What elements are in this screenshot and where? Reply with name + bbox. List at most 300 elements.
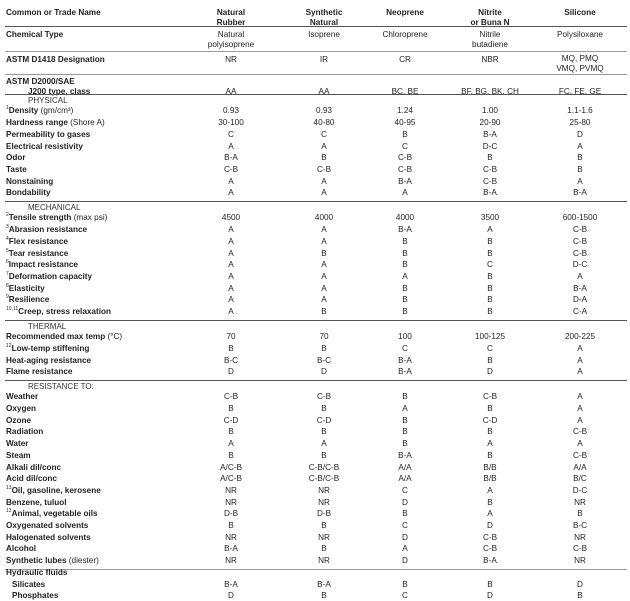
value-cell: C-B/C-B [308, 462, 340, 472]
value-cell: D [228, 367, 234, 377]
row-label: Silicates [12, 579, 46, 589]
row-label [6, 272, 92, 282]
value-cell: NR [318, 485, 330, 495]
value-cell: A/C-B [220, 462, 242, 472]
value-cell: C [402, 343, 408, 353]
row-label-note: (Shore A) [67, 118, 105, 128]
value-cell: C-B/C-B [308, 474, 340, 484]
divider [5, 26, 627, 27]
row-label [6, 225, 87, 235]
row-label-text: Weather [6, 392, 39, 402]
value-cell: D-C [482, 141, 498, 151]
value-cell: C-B [572, 450, 588, 460]
value-cell: D [228, 591, 234, 601]
value-cell: 30-100 [218, 118, 244, 128]
value-cell: D-B [223, 509, 239, 519]
value-cell: C [402, 591, 408, 601]
value-cell: C [321, 129, 327, 139]
value-cell: D [487, 367, 493, 377]
row-label [6, 533, 91, 543]
row-label [6, 332, 122, 342]
value-cell: B [402, 236, 408, 246]
hydraulic-label: Hydraulic fluids [6, 567, 68, 577]
value-cell: C [402, 521, 408, 530]
value-cell: B [487, 236, 493, 246]
value-cell: Natural polyisoprene [207, 30, 255, 49]
value-cell: B-A [224, 579, 238, 589]
row-label-text: Water [6, 439, 29, 449]
footnote-marker: 4 [6, 235, 9, 242]
value-cell: 25-80 [569, 118, 591, 128]
value-cell: C-B [397, 153, 413, 163]
value-cell: B [321, 307, 327, 316]
value-cell: 1.00 [482, 106, 498, 116]
value-cell: B-A [573, 188, 587, 198]
footnote-marker: 8 [6, 282, 9, 289]
row-label [6, 509, 98, 519]
footnote-marker: 6 [6, 259, 9, 266]
value-cell: NR [225, 497, 237, 507]
value-cell: 100 [398, 332, 412, 342]
value-cell: NR [225, 55, 237, 64]
row-label [6, 260, 78, 270]
value-cell: A [487, 485, 493, 495]
divider [5, 94, 627, 95]
row-label-text: Tear resistance [8, 248, 69, 258]
value-cell: A [577, 176, 583, 186]
value-cell: B-A [224, 544, 238, 554]
value-cell: B/B [483, 462, 497, 472]
value-cell: C-B [482, 532, 498, 542]
value-cell: B [321, 591, 327, 601]
value-cell: 70 [226, 332, 236, 342]
row-label-text: Ozone [6, 415, 32, 425]
value-cell: FC, FE, GE [558, 87, 602, 96]
value-cell: NR [225, 485, 237, 495]
value-cell: D [321, 367, 327, 377]
column-header: Nitrite or Buna N [470, 8, 510, 27]
value-cell: B [487, 153, 493, 163]
value-cell: B-A [573, 283, 587, 293]
value-cell: C [487, 260, 493, 270]
value-cell: B [487, 307, 493, 316]
row-label [6, 392, 38, 402]
value-cell: B/B [483, 474, 497, 484]
value-cell: C-D [316, 415, 332, 425]
value-cell: A [321, 225, 327, 235]
value-cell: NBR [481, 55, 499, 64]
value-cell: D [487, 591, 493, 601]
value-cell: B [487, 579, 493, 589]
value-cell: AA [318, 87, 330, 96]
value-cell: B [321, 427, 327, 437]
value-cell: D-A [572, 295, 588, 305]
value-cell: B [402, 307, 408, 316]
section-title: THERMAL [28, 321, 67, 331]
row-label [6, 463, 61, 473]
value-cell: C [228, 129, 234, 139]
section-title: RESISTANCE TO: [28, 381, 94, 391]
value-cell: 1.24 [397, 106, 413, 116]
value-cell: B [402, 509, 408, 519]
value-cell: NR [574, 497, 586, 507]
divider [5, 51, 627, 52]
value-cell: A [228, 188, 234, 198]
value-cell: C-B [316, 392, 332, 402]
value-cell: NR [225, 532, 237, 542]
value-cell: D-B [316, 509, 332, 519]
value-cell: B-A [483, 188, 497, 198]
value-cell: D [577, 129, 583, 139]
value-cell: NR [574, 556, 586, 566]
divider [5, 380, 627, 381]
value-cell: B-A [317, 579, 331, 589]
row-label [6, 284, 45, 294]
row-label-text: Alcohol [6, 544, 37, 554]
value-cell: C-D [482, 415, 498, 425]
value-cell: A [577, 367, 583, 377]
value-cell: A [577, 343, 583, 353]
value-cell: 40-95 [394, 118, 416, 128]
value-cell: A [402, 188, 408, 198]
value-cell: AA [225, 87, 237, 96]
value-cell: B [487, 248, 493, 258]
value-cell: Chloroprene [382, 30, 428, 39]
value-cell: A [577, 355, 583, 365]
value-cell: A [577, 271, 583, 281]
value-cell: A [402, 544, 408, 554]
value-cell: 0.93 [316, 106, 332, 116]
row-label-text: Halogenated solvents [6, 532, 91, 542]
value-cell: MQ, PMQ VMQ, PVMQ [556, 54, 604, 73]
value-cell: B [402, 415, 408, 425]
value-cell: A [321, 295, 327, 305]
value-cell: D-C [572, 485, 588, 495]
value-cell: A [577, 439, 583, 449]
value-cell: B [577, 164, 583, 174]
row-label-text: Flame resistance [6, 367, 73, 377]
value-cell: B [487, 295, 493, 305]
row-label-text: Steam [6, 450, 31, 460]
row-label [6, 106, 73, 116]
row-label [6, 188, 51, 198]
divider [5, 201, 627, 202]
column-header: Silicone [564, 8, 596, 17]
value-cell: NR [318, 556, 330, 566]
value-cell: D-C [572, 260, 588, 270]
value-cell: B [321, 343, 327, 353]
value-cell: C-D [223, 415, 239, 425]
row-label [6, 427, 43, 437]
row-label [6, 404, 36, 414]
row-label [6, 213, 107, 223]
row-label [6, 439, 28, 449]
row-label-text: Electrical resistivity [6, 141, 83, 151]
value-cell: A [577, 141, 583, 151]
footnote-marker: 5 [6, 247, 9, 254]
value-cell: C-B [316, 164, 332, 174]
value-cell: Nitrile butadiene [472, 30, 508, 49]
astm-d2000-label-line2: J200 type, class [28, 87, 91, 96]
row-label-text: Impact resistance [8, 260, 78, 270]
value-cell: B [487, 427, 493, 437]
astm-d1418-label: ASTM D1418 Designation [6, 55, 105, 64]
footnote-marker: 2 [6, 212, 9, 219]
value-cell: A [402, 404, 408, 413]
value-cell: B-C [223, 355, 239, 365]
value-cell: A [228, 295, 234, 305]
value-cell: B [228, 450, 234, 460]
value-cell: C-B [482, 392, 498, 402]
value-cell: B [487, 497, 493, 507]
value-cell: A [228, 271, 234, 281]
value-cell: A [321, 271, 327, 281]
footnote-marker: 7 [6, 270, 9, 277]
value-cell: B [402, 248, 408, 258]
value-cell: C [487, 343, 493, 353]
value-cell: D [402, 532, 408, 542]
value-cell: C-B [572, 427, 588, 437]
row-label [6, 521, 88, 531]
value-cell: A [487, 439, 493, 449]
value-cell: 600-1500 [562, 213, 598, 223]
value-cell: B [487, 355, 493, 365]
value-cell: A [321, 439, 327, 449]
row-label [6, 474, 57, 484]
value-cell: Isoprene [308, 30, 340, 39]
value-cell: C-B [572, 225, 588, 235]
value-cell: A [228, 176, 234, 186]
value-cell: A [321, 236, 327, 246]
value-cell: B-C [316, 355, 332, 365]
value-cell: 1.1-1.6 [567, 106, 593, 116]
row-label-text: Odor [6, 153, 26, 163]
value-cell: A/A [398, 474, 412, 484]
value-cell: B [228, 404, 234, 413]
row-label-text: Resilience [8, 295, 50, 305]
value-cell: B [487, 450, 493, 460]
row-label-text: Density [8, 106, 39, 116]
row-label [6, 544, 36, 554]
row-label [6, 486, 101, 496]
value-cell: A/A [398, 462, 412, 472]
row-label-text: Nonstaining [6, 176, 54, 186]
value-cell: D [577, 579, 583, 589]
value-cell: NR [318, 497, 330, 507]
row-label [6, 556, 99, 566]
row-label-text: Alkali dil/conc [6, 462, 62, 472]
value-cell: BF, BG, BK, CH [461, 87, 519, 96]
value-cell: B [321, 404, 327, 413]
row-label-text: Hardness range [6, 118, 68, 128]
row-label-text: Flex resistance [8, 236, 68, 246]
value-cell: A [228, 141, 234, 151]
value-cell: B [402, 579, 408, 589]
value-cell: A [402, 271, 408, 281]
value-cell: D [402, 556, 408, 566]
value-cell: A/A [573, 462, 587, 472]
row-label: Phosphates [12, 591, 59, 601]
row-label-text: Elasticity [8, 283, 45, 293]
value-cell: A [487, 509, 493, 519]
value-cell: C-B [397, 164, 413, 174]
row-label-text: Tensile strength [8, 213, 72, 223]
value-cell: A [321, 141, 327, 151]
value-cell: C-B [482, 544, 498, 554]
value-cell: 4000 [314, 213, 334, 223]
row-label-text: Bondability [6, 188, 51, 198]
row-label-text: Taste [6, 164, 27, 174]
section-title: MECHANICAL [28, 203, 81, 212]
value-cell: B [487, 283, 493, 293]
value-cell: C-B [482, 176, 498, 186]
value-cell: A [228, 439, 234, 449]
value-cell: A [321, 283, 327, 293]
value-cell: B-A [398, 225, 412, 235]
row-label [6, 177, 53, 187]
value-cell: B/C [573, 474, 587, 484]
value-cell: 40-80 [313, 118, 335, 128]
value-cell: B [321, 153, 327, 163]
value-cell: C-B [223, 392, 239, 402]
divider [5, 320, 627, 321]
row-label-text: Acid dil/conc [6, 474, 57, 484]
row-label-text: Recommended max temp [6, 332, 106, 342]
row-label-text: Animal, vegetable oils [11, 509, 98, 519]
column-header: Neoprene [386, 8, 424, 17]
row-label-note: (°C) [105, 332, 123, 342]
value-cell: C-B [223, 164, 239, 174]
value-cell: C-B [572, 544, 588, 554]
row-label-text: Oil, gasoline, kerosene [11, 485, 101, 495]
value-cell: A [321, 188, 327, 198]
value-cell: 4500 [221, 213, 241, 223]
value-cell: B [321, 544, 327, 554]
row-label-text: Abrasion resistance [8, 225, 88, 235]
row-label-text: Benzene, tuluol [6, 497, 67, 507]
value-cell: C [402, 485, 408, 495]
row-label-text: Heat-aging resistance [6, 355, 92, 365]
divider [5, 74, 627, 75]
value-cell: 0.93 [223, 106, 239, 116]
value-cell: D [487, 521, 493, 530]
value-cell: A [228, 225, 234, 235]
value-cell: A [577, 415, 583, 425]
divider [5, 569, 627, 570]
value-cell: B [228, 521, 234, 530]
value-cell: C-B [572, 248, 588, 258]
column-header: Natural Rubber [216, 8, 246, 27]
row-label-text: Radiation [6, 427, 44, 437]
value-cell: B [228, 427, 234, 437]
value-cell: C-B [572, 236, 588, 246]
footnote-marker: 1 [6, 105, 9, 112]
value-cell: B-A [398, 355, 412, 365]
value-cell: B [321, 248, 327, 258]
value-cell: B [487, 271, 493, 281]
value-cell: B [321, 450, 327, 460]
value-cell: B [402, 439, 408, 449]
value-cell: A/C-B [220, 474, 242, 484]
value-cell: Polysiloxane [557, 30, 603, 39]
value-cell: 100-125 [474, 332, 506, 342]
row-label [6, 498, 67, 508]
footnote-marker: 12 [6, 342, 12, 349]
value-cell: NR [574, 532, 586, 542]
value-cell: A [228, 307, 234, 316]
column-header: Synthetic Natural [305, 8, 343, 27]
value-cell: IR [319, 55, 329, 64]
value-cell: B-A [224, 153, 238, 163]
value-cell: CR [399, 55, 411, 64]
value-cell: A [487, 225, 493, 235]
value-cell: B-C [572, 521, 588, 530]
value-cell: B-A [398, 450, 412, 460]
row-label-text: Creep, stress relaxation [18, 307, 111, 316]
footnote-marker: 13 [6, 508, 12, 515]
value-cell: A [577, 404, 583, 413]
value-cell: NR [225, 556, 237, 566]
row-label-text: Low-temp stiffening [11, 343, 90, 353]
footnote-marker: 13 [6, 484, 12, 491]
value-cell: B [402, 295, 408, 305]
row-label [6, 451, 31, 461]
row-label-text: Oxygenated solvents [6, 521, 89, 530]
value-cell: A [228, 248, 234, 258]
value-cell: 200-225 [564, 332, 596, 342]
row-label-note: (diester) [66, 556, 99, 566]
row-label-text: Synthetic lubes [6, 556, 67, 566]
row-label [6, 237, 68, 247]
value-cell: B [321, 521, 327, 530]
row-label [6, 153, 26, 163]
value-cell: B [402, 283, 408, 293]
row-label-text: Permeability to gases [6, 129, 91, 139]
row-label-note: (gm/cm³) [38, 106, 74, 116]
row-label [6, 367, 72, 377]
value-cell: B [577, 591, 583, 601]
value-cell: 20-90 [479, 118, 501, 128]
row-label [6, 118, 105, 128]
section-title: PHYSICAL [28, 96, 68, 105]
value-cell: A [321, 176, 327, 186]
value-cell: A [228, 260, 234, 270]
row-label [6, 307, 111, 317]
value-cell: 3500 [480, 213, 500, 223]
value-cell: B-A [483, 129, 497, 139]
row-label [6, 249, 68, 259]
value-cell: NR [318, 532, 330, 542]
value-cell: C-B [482, 164, 498, 174]
row-label [6, 344, 89, 354]
value-cell: A [228, 283, 234, 293]
value-cell: D [402, 497, 408, 507]
value-cell: B [487, 404, 493, 413]
row-label [6, 356, 91, 366]
value-cell: B [402, 427, 408, 437]
row-label-text: Deformation capacity [8, 271, 93, 281]
chemical-type-label: Chemical Type [6, 30, 64, 39]
astm-d2000-label-line1: ASTM D2000/SAE [6, 77, 75, 86]
row-label [6, 130, 90, 140]
value-cell: A [577, 392, 583, 402]
row-label [6, 416, 31, 426]
footnote-marker: 3 [6, 224, 9, 231]
row-label-note: (max psi) [71, 213, 108, 223]
value-cell: B [228, 343, 234, 353]
value-cell: B [577, 509, 583, 519]
value-cell: C [402, 141, 408, 151]
